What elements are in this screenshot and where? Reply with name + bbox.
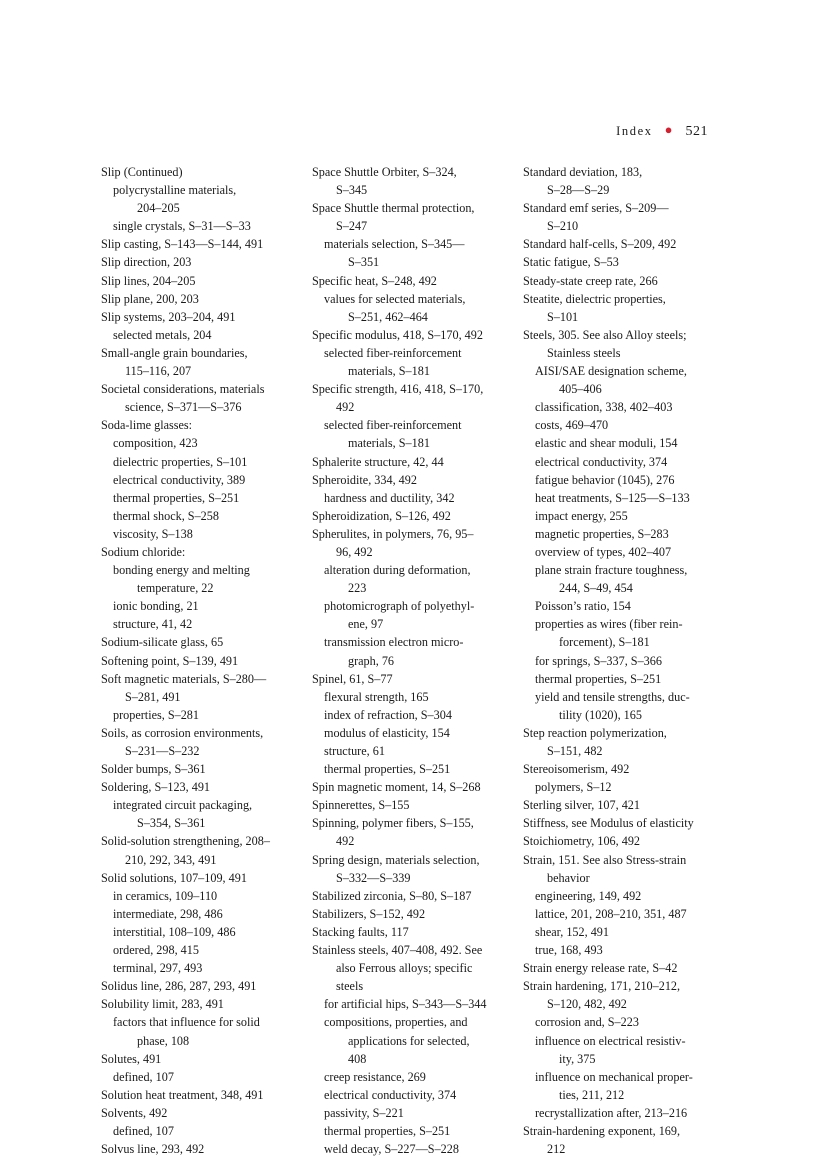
index-entry: integrated circuit packaging, <box>113 798 253 813</box>
index-entry: flexural strength, 165 <box>324 689 429 704</box>
index-entry: Sphalerite structure, 42, 44 <box>312 454 444 469</box>
index-entry: phase, 108 <box>137 1033 190 1048</box>
index-entry: yield and tensile strengths, duc- <box>535 689 690 704</box>
index-entry: passivity, S–221 <box>324 1105 404 1120</box>
index-entry: hardness and ductility, 342 <box>324 490 455 505</box>
index-entry: Spinnerettes, S–155 <box>312 798 410 813</box>
index-entry: Spring design, materials selection, <box>312 852 480 867</box>
index-entry: S–345 <box>336 183 368 198</box>
index-entry: single crystals, S–31—S–33 <box>113 219 251 234</box>
index-entry: polycrystalline materials, <box>113 183 237 198</box>
index-entry: thermal properties, S–251 <box>324 1123 451 1138</box>
index-entry: 223 <box>348 581 367 596</box>
index-entry: Steady-state creep rate, 266 <box>523 273 658 288</box>
index-entry: Static fatigue, S–53 <box>523 255 619 270</box>
index-entry: ties, 211, 212 <box>559 1087 625 1102</box>
index-entry: terminal, 297, 493 <box>113 961 203 976</box>
index-entry: influence on mechanical proper- <box>535 1069 693 1084</box>
index-entry: Softening point, S–139, 491 <box>101 653 239 668</box>
index-entry: Solutes, 491 <box>101 1051 162 1066</box>
index-entry: Strain hardening, 171, 210–212, <box>523 979 681 994</box>
index-entry: Solid-solution strengthening, 208– <box>101 834 270 849</box>
index-entry: Slip casting, S–143—S–144, 491 <box>101 237 264 252</box>
index-entry: Slip systems, 203–204, 491 <box>101 309 236 324</box>
index-entry: classification, 338, 402–403 <box>535 400 673 415</box>
index-entry: Solid solutions, 107–109, 491 <box>101 870 247 885</box>
index-entry: applications for selected, <box>348 1033 470 1048</box>
index-entry: Specific modulus, 418, S–170, 492 <box>312 327 483 342</box>
index-entry: selected fiber-reinforcement <box>324 418 462 433</box>
index-entry: 244, S–49, 454 <box>559 581 633 596</box>
index-entry: Steatite, dielectric properties, <box>523 291 666 306</box>
index-entry: Strain-hardening exponent, 169, <box>523 1123 681 1138</box>
index-entry: Slip plane, 200, 203 <box>101 291 199 306</box>
index-entry: structure, 61 <box>324 744 385 758</box>
index-entry: Spinel, 61, S–77 <box>312 671 393 686</box>
index-entry: Stiffness, see Modulus of elasticity <box>523 816 694 831</box>
index-column-middle <box>312 163 508 1158</box>
index-entry: Spin magnetic moment, 14, S–268 <box>312 780 481 795</box>
bullet-dot-icon: ● <box>664 122 674 137</box>
index-entry: engineering, 149, 492 <box>535 888 642 903</box>
index-entry: Soldering, S–123, 491 <box>101 780 211 795</box>
index-entry: Specific heat, S–248, 492 <box>312 273 437 288</box>
index-entry: S–101 <box>547 309 579 324</box>
index-entry: Solvus line, 293, 492 <box>101 1142 205 1157</box>
running-head <box>616 123 708 140</box>
index-entry: impact energy, 255 <box>535 508 628 523</box>
index-entry: plane strain fracture toughness, <box>535 563 688 578</box>
index-entry: Sodium-silicate glass, 65 <box>101 635 224 650</box>
index-entry: electrical conductivity, 374 <box>324 1087 457 1102</box>
index-entry: S–281, 491 <box>125 689 181 704</box>
index-entry: defined, 107 <box>113 1069 174 1084</box>
index-entry: costs, 469–470 <box>535 418 609 433</box>
index-entry: Solution heat treatment, 348, 491 <box>101 1087 264 1102</box>
index-entry: Spinning, polymer fibers, S–155, <box>312 816 474 831</box>
index-entry: 210, 292, 343, 491 <box>125 852 217 867</box>
index-entry: weld decay, S–227—S–228 <box>324 1142 459 1157</box>
index-entry: 204–205 <box>137 201 180 216</box>
index-entry: magnetic properties, S–283 <box>535 526 669 541</box>
index-entry: Stabilized zirconia, S–80, S–187 <box>312 888 472 903</box>
index-entry: materials, S–181 <box>348 364 430 379</box>
index-entry: factors that influence for solid <box>113 1015 260 1030</box>
index-entry: compositions, properties, and <box>324 1015 468 1030</box>
index-entry: behavior <box>547 870 590 885</box>
index-entry: for artificial hips, S–343—S–344 <box>324 997 487 1012</box>
index-entry: S–151, 482 <box>547 744 603 758</box>
index-entry: properties, S–281 <box>113 707 199 722</box>
index-entry: defined, 107 <box>113 1123 174 1138</box>
index-entry: polymers, S–12 <box>535 780 612 795</box>
index-entry: Spherulites, in polymers, 76, 95– <box>312 526 474 541</box>
index-entry: heat treatments, S–125—S–133 <box>535 490 690 505</box>
index-entry: 115–116, 207 <box>125 364 192 379</box>
index-entry: in ceramics, 109–110 <box>113 888 218 903</box>
index-entry: Stabilizers, S–152, 492 <box>312 906 426 921</box>
page-number: 521 <box>685 124 708 139</box>
index-entry: selected metals, 204 <box>113 327 212 342</box>
index-entry: electrical conductivity, 389 <box>113 472 246 487</box>
index-entry: steels <box>336 979 364 994</box>
index-entry: ordered, 298, 415 <box>113 943 199 958</box>
index-entry: bonding energy and melting <box>113 563 250 578</box>
index-entry: Solvents, 492 <box>101 1105 168 1120</box>
index-entry: S–251, 462–464 <box>348 309 428 324</box>
index-entry: 408 <box>348 1051 367 1066</box>
index-entry: selected fiber-reinforcement <box>324 345 462 360</box>
index-entry: Standard emf series, S–209— <box>523 201 669 216</box>
index-entry: recrystallization after, 213–216 <box>535 1105 688 1120</box>
index-entry: dielectric properties, S–101 <box>113 454 248 469</box>
index-entry: S–332—S–339 <box>336 870 411 885</box>
index-entry: influence on electrical resistiv- <box>535 1033 686 1048</box>
index-entry: Solubility limit, 283, 491 <box>101 997 224 1012</box>
index-entry: Space Shuttle thermal protection, <box>312 201 475 216</box>
index-entry: S–247 <box>336 219 368 234</box>
index-entry: shear, 152, 491 <box>535 924 609 939</box>
index-entry: viscosity, S–138 <box>113 526 193 541</box>
index-entry: S–210 <box>547 219 579 234</box>
index-entry: Spheroidite, 334, 492 <box>312 472 417 487</box>
index-entry: S–28—S–29 <box>547 183 610 198</box>
index-entry: Soft magnetic materials, S–280— <box>101 671 267 686</box>
index-entry: modulus of elasticity, 154 <box>324 725 450 740</box>
index-entry: ene, 97 <box>348 617 384 632</box>
index-entry: overview of types, 402–407 <box>535 544 672 559</box>
index-entry: fatigue behavior (1045), 276 <box>535 472 675 487</box>
index-entry: thermal properties, S–251 <box>535 671 662 686</box>
index-entry: Spheroidization, S–126, 492 <box>312 508 451 523</box>
index-entry: interstitial, 108–109, 486 <box>113 924 236 939</box>
index-entry: S–351 <box>348 255 380 270</box>
index-entry: transmission electron micro- <box>324 635 464 650</box>
index-entry: 96, 492 <box>336 544 373 559</box>
index-entry: for springs, S–337, S–366 <box>535 653 662 668</box>
index-entry: ity, 375 <box>559 1051 596 1066</box>
index-entry: Standard deviation, 183, <box>523 165 643 179</box>
index-entry: Specific strength, 416, 418, S–170, <box>312 382 484 397</box>
index-entry: 492 <box>336 400 355 415</box>
index-entry: Stoichiometry, 106, 492 <box>523 834 641 849</box>
index-entry: 212 <box>547 1142 566 1157</box>
index-entry: materials selection, S–345— <box>324 237 465 252</box>
index-entry: AISI/SAE designation scheme, <box>535 364 687 379</box>
index-entry: Slip lines, 204–205 <box>101 273 196 288</box>
index-entry: index of refraction, S–304 <box>324 707 452 722</box>
index-entry: 492 <box>336 834 355 849</box>
index-entry: thermal properties, S–251 <box>324 762 451 777</box>
index-entry: Solder bumps, S–361 <box>101 762 206 777</box>
index-entry: S–120, 482, 492 <box>547 997 627 1012</box>
index-entry: Stacking faults, 117 <box>312 924 409 939</box>
index-entry: Strain, 151. See also Stress-strain <box>523 852 687 867</box>
index-entry: Sterling silver, 107, 421 <box>523 798 640 813</box>
index-entry: creep resistance, 269 <box>324 1069 426 1084</box>
index-entry: properties as wires (fiber rein- <box>535 617 683 632</box>
index-entry: Poisson’s ratio, 154 <box>535 599 631 614</box>
index-entry: photomicrograph of polyethyl- <box>324 599 475 614</box>
index-entry: Soda-lime glasses: <box>101 418 193 433</box>
index-entry: Sodium chloride: <box>101 544 186 559</box>
index-entry: intermediate, 298, 486 <box>113 906 223 921</box>
index-entry: Stereoisomerism, 492 <box>523 762 630 777</box>
index-entry: S–354, S–361 <box>137 816 206 831</box>
index-column-left <box>101 163 301 1158</box>
index-entry: elastic and shear moduli, 154 <box>535 436 678 451</box>
index-entry: also Ferrous alloys; specific <box>336 961 473 976</box>
index-entry: alteration during deformation, <box>324 563 471 578</box>
index-entry: electrical conductivity, 374 <box>535 454 668 469</box>
index-entry: Societal considerations, materials <box>101 382 265 397</box>
index-entry: forcement), S–181 <box>559 635 650 650</box>
index-entry: Space Shuttle Orbiter, S–324, <box>312 165 457 179</box>
index-entry: tility (1020), 165 <box>559 707 642 722</box>
index-entry: Step reaction polymerization, <box>523 725 667 740</box>
running-head-label: Index <box>616 124 653 138</box>
index-entry: lattice, 201, 208–210, 351, 487 <box>535 906 687 921</box>
index-entry: S–231—S–232 <box>125 744 200 758</box>
index-entry: corrosion and, S–223 <box>535 1015 639 1030</box>
index-entry: Strain energy release rate, S–42 <box>523 961 678 976</box>
index-entry: graph, 76 <box>348 653 395 668</box>
index-entry: ionic bonding, 21 <box>113 599 199 614</box>
index-entry: Standard half-cells, S–209, 492 <box>523 237 677 252</box>
index-entry: Soils, as corrosion environments, <box>101 725 264 740</box>
index-entry: values for selected materials, <box>324 291 466 306</box>
index-entry: Slip (Continued) <box>101 165 183 179</box>
index-entry: Stainless steels, 407–408, 492. See <box>312 943 483 958</box>
index-entry: Small-angle grain boundaries, <box>101 345 248 360</box>
index-entry: Slip direction, 203 <box>101 255 192 270</box>
index-entry: science, S–371—S–376 <box>125 400 242 415</box>
index-entry: Steels, 305. See also Alloy steels; <box>523 327 687 342</box>
index-entry: 405–406 <box>559 382 602 397</box>
index-entry: Stainless steels <box>547 345 621 360</box>
index-entry: temperature, 22 <box>137 581 214 596</box>
index-column-right <box>523 163 723 1158</box>
index-entry: Solidus line, 286, 287, 293, 491 <box>101 979 257 994</box>
index-entry: thermal shock, S–258 <box>113 508 219 523</box>
index-entry: thermal properties, S–251 <box>113 490 240 505</box>
index-entry: structure, 41, 42 <box>113 617 193 632</box>
index-entry: true, 168, 493 <box>535 943 603 958</box>
index-entry: composition, 423 <box>113 436 198 451</box>
index-entry: materials, S–181 <box>348 436 430 451</box>
